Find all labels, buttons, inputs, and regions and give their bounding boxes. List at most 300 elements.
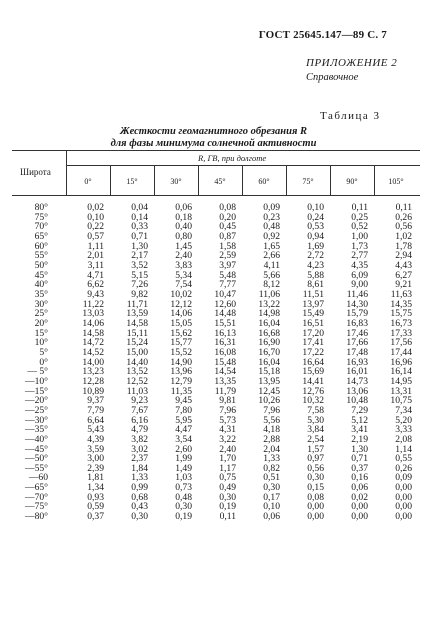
value-cell: 13,06 bbox=[346, 385, 368, 397]
value-cell: 14,06 bbox=[82, 317, 104, 329]
value-cell: 2,01 bbox=[87, 250, 104, 262]
latitude-cell: —15° bbox=[24, 385, 48, 397]
value-cell: 1,69 bbox=[307, 240, 324, 252]
longitude-group-header: R, ГВ, при долготе bbox=[198, 153, 267, 163]
longitude-header: 30° bbox=[170, 177, 182, 186]
value-cell: 16,51 bbox=[302, 317, 324, 329]
value-cell: 16,04 bbox=[258, 356, 280, 368]
value-cell: 14,95 bbox=[390, 375, 412, 387]
value-cell: 0,59 bbox=[87, 501, 104, 513]
value-cell: 1,00 bbox=[351, 230, 368, 242]
value-cell: 11,71 bbox=[126, 298, 148, 310]
value-cell: 0,00 bbox=[307, 511, 324, 523]
value-cell: 0,00 bbox=[351, 511, 368, 523]
value-cell: 16,01 bbox=[346, 366, 368, 378]
value-cell: 12,52 bbox=[126, 375, 148, 387]
value-cell: 1,57 bbox=[307, 443, 324, 455]
value-cell: 12,76 bbox=[302, 385, 324, 397]
value-cell: 4,31 bbox=[219, 424, 236, 436]
value-cell: 16,90 bbox=[258, 337, 280, 349]
value-cell: 0,30 bbox=[263, 482, 280, 494]
value-cell: 0,18 bbox=[175, 211, 192, 223]
longitude-header: 90° bbox=[346, 177, 358, 186]
value-cell: 1,84 bbox=[131, 462, 148, 474]
value-cell: 4,39 bbox=[87, 433, 104, 445]
latitude-cell: —75° bbox=[24, 501, 48, 513]
value-cell: 0,55 bbox=[395, 453, 412, 465]
value-cell: 11,06 bbox=[258, 288, 280, 300]
value-cell: 15,05 bbox=[170, 317, 192, 329]
subheader-rule bbox=[66, 165, 420, 166]
value-cell: 1,45 bbox=[175, 240, 192, 252]
value-cell: 7,58 bbox=[307, 404, 324, 416]
value-cell: 12,28 bbox=[82, 375, 104, 387]
value-cell: 0,08 bbox=[307, 491, 324, 503]
latitude-cell: —70° bbox=[24, 491, 48, 503]
value-cell: 5,66 bbox=[263, 269, 280, 281]
value-cell: 1,78 bbox=[395, 240, 412, 252]
value-cell: 2,66 bbox=[263, 250, 280, 262]
value-cell: 16,08 bbox=[214, 346, 236, 358]
value-cell: 1,49 bbox=[175, 462, 192, 474]
value-cell: 13,03 bbox=[82, 308, 104, 320]
value-cell: 7,96 bbox=[219, 404, 236, 416]
value-cell: 14,54 bbox=[214, 366, 236, 378]
value-cell: 6,09 bbox=[351, 269, 368, 281]
latitude-cell: 80° bbox=[34, 202, 48, 213]
value-cell: 17,56 bbox=[390, 337, 412, 349]
value-cell: 0,37 bbox=[351, 462, 368, 474]
value-cell: 0,82 bbox=[263, 462, 280, 474]
value-cell: 0,11 bbox=[219, 511, 236, 523]
latitude-cell: —50° bbox=[24, 453, 48, 465]
value-cell: 0,00 bbox=[351, 501, 368, 513]
value-cell: 11,03 bbox=[126, 385, 148, 397]
value-cell: 0,16 bbox=[351, 472, 368, 484]
value-cell: 15,69 bbox=[302, 366, 324, 378]
value-cell: 1,14 bbox=[395, 443, 412, 455]
value-cell: 15,62 bbox=[170, 327, 192, 339]
value-cell: 0,19 bbox=[219, 501, 236, 513]
value-cell: 0,43 bbox=[131, 501, 148, 513]
value-cell: 16,13 bbox=[214, 327, 236, 339]
value-cell: 2,19 bbox=[351, 433, 368, 445]
value-cell: 6,64 bbox=[87, 414, 104, 426]
value-cell: 15,48 bbox=[214, 356, 236, 368]
table-label: Таблица 3 bbox=[320, 110, 381, 122]
value-cell: 9,82 bbox=[131, 288, 148, 300]
column-divider bbox=[198, 165, 199, 195]
value-cell: 16,70 bbox=[258, 346, 280, 358]
value-cell: 12,79 bbox=[170, 375, 192, 387]
value-cell: 0,71 bbox=[351, 453, 368, 465]
value-cell: 3,82 bbox=[131, 433, 148, 445]
value-cell: 10,02 bbox=[170, 288, 192, 300]
value-cell: 0,80 bbox=[175, 230, 192, 242]
value-cell: 1,99 bbox=[175, 453, 192, 465]
value-cell: 11,35 bbox=[170, 385, 192, 397]
value-cell: 2,40 bbox=[175, 250, 192, 262]
value-cell: 15,77 bbox=[170, 337, 192, 349]
value-cell: 0,25 bbox=[351, 211, 368, 223]
value-cell: 0,11 bbox=[395, 202, 412, 213]
value-cell: 9,81 bbox=[219, 395, 236, 407]
value-cell: 5,95 bbox=[175, 414, 192, 426]
latitude-cell: 50° bbox=[34, 259, 48, 271]
value-cell: 9,21 bbox=[395, 279, 412, 291]
value-cell: 15,24 bbox=[126, 337, 148, 349]
latitude-cell: —65° bbox=[24, 482, 48, 494]
value-cell: 13,22 bbox=[258, 298, 280, 310]
value-cell: 0,37 bbox=[87, 511, 104, 523]
value-cell: 1,02 bbox=[395, 230, 412, 242]
value-cell: 12,45 bbox=[258, 385, 280, 397]
value-cell: 17,33 bbox=[390, 327, 412, 339]
value-cell: 0,00 bbox=[395, 511, 412, 523]
value-cell: 15,52 bbox=[170, 346, 192, 358]
value-cell: 6,62 bbox=[87, 279, 104, 291]
value-cell: 7,26 bbox=[131, 279, 148, 291]
latitude-cell: 40° bbox=[34, 279, 48, 291]
value-cell: 0,99 bbox=[131, 482, 148, 494]
value-cell: 0,09 bbox=[263, 202, 280, 213]
value-cell: 4,79 bbox=[131, 424, 148, 436]
value-cell: 16,68 bbox=[258, 327, 280, 339]
value-cell: 17,44 bbox=[390, 346, 412, 358]
value-cell: 14,73 bbox=[346, 375, 368, 387]
value-cell: 0,48 bbox=[263, 221, 280, 233]
value-cell: 0,30 bbox=[131, 511, 148, 523]
value-cell: 3,33 bbox=[395, 424, 412, 436]
value-cell: 9,37 bbox=[87, 395, 104, 407]
column-divider bbox=[154, 165, 155, 195]
value-cell: 15,11 bbox=[126, 327, 148, 339]
value-cell: 0,11 bbox=[351, 202, 368, 213]
value-cell: 9,45 bbox=[175, 395, 192, 407]
latitude-cell: —25° bbox=[24, 404, 48, 416]
value-cell: 0,02 bbox=[87, 202, 104, 213]
value-cell: 3,41 bbox=[351, 424, 368, 436]
value-cell: 0,52 bbox=[351, 221, 368, 233]
latitude-cell: —40° bbox=[24, 433, 48, 445]
value-cell: 15,79 bbox=[346, 308, 368, 320]
header-bottom-rule bbox=[12, 195, 420, 196]
value-cell: 0,15 bbox=[307, 482, 324, 494]
value-cell: 7,29 bbox=[351, 404, 368, 416]
value-cell: 2,72 bbox=[307, 250, 324, 262]
value-cell: 0,68 bbox=[131, 491, 148, 503]
value-cell: 6,16 bbox=[131, 414, 148, 426]
value-cell: 10,47 bbox=[214, 288, 236, 300]
value-cell: 17,46 bbox=[346, 327, 368, 339]
value-cell: 16,64 bbox=[302, 356, 324, 368]
value-cell: 2,39 bbox=[87, 462, 104, 474]
value-cell: 0,08 bbox=[219, 202, 236, 213]
latitude-cell: 25° bbox=[34, 308, 48, 320]
value-cell: 2,60 bbox=[175, 443, 192, 455]
value-cell: 0,73 bbox=[175, 482, 192, 494]
value-cell: 3,11 bbox=[87, 259, 104, 271]
value-cell: 10,32 bbox=[302, 395, 324, 407]
value-cell: 0,24 bbox=[307, 211, 324, 223]
value-cell: 13,31 bbox=[390, 385, 412, 397]
value-cell: 14,00 bbox=[82, 356, 104, 368]
latitude-cell: —60 bbox=[28, 472, 48, 484]
value-cell: 5,15 bbox=[131, 269, 148, 281]
value-cell: 10,75 bbox=[390, 395, 412, 407]
value-cell: 15,49 bbox=[302, 308, 324, 320]
value-cell: 1,81 bbox=[87, 472, 104, 484]
value-cell: 13,96 bbox=[170, 366, 192, 378]
latitude-cell: 30° bbox=[34, 298, 48, 310]
value-cell: 0,49 bbox=[219, 482, 236, 494]
value-cell: 13,59 bbox=[126, 308, 148, 320]
longitude-header: 45° bbox=[214, 177, 226, 186]
value-cell: 0,75 bbox=[219, 472, 236, 484]
value-cell: 2,04 bbox=[263, 443, 280, 455]
value-cell: 0,02 bbox=[351, 491, 368, 503]
value-cell: 2,77 bbox=[351, 250, 368, 262]
value-cell: 0,00 bbox=[395, 501, 412, 513]
value-cell: 0,26 bbox=[395, 462, 412, 474]
value-cell: 17,41 bbox=[302, 337, 324, 349]
latitude-cell: — 5° bbox=[27, 366, 48, 378]
value-cell: 16,31 bbox=[214, 337, 236, 349]
latitude-cell: 10° bbox=[34, 337, 48, 349]
value-cell: 7,34 bbox=[395, 404, 412, 416]
value-cell: 0,06 bbox=[175, 202, 192, 213]
value-cell: 3,22 bbox=[219, 433, 236, 445]
latitude-cell: —20° bbox=[24, 395, 48, 407]
value-cell: 13,95 bbox=[258, 375, 280, 387]
table-top-rule bbox=[12, 150, 420, 151]
value-cell: 12,60 bbox=[214, 298, 236, 310]
value-cell: 5,20 bbox=[395, 414, 412, 426]
value-cell: 0,30 bbox=[307, 472, 324, 484]
value-cell: 2,94 bbox=[395, 250, 412, 262]
value-cell: 7,80 bbox=[175, 404, 192, 416]
value-cell: 2,88 bbox=[263, 433, 280, 445]
latitude-cell: —35° bbox=[24, 424, 48, 436]
value-cell: 0,40 bbox=[175, 221, 192, 233]
value-cell: 5,56 bbox=[263, 414, 280, 426]
value-cell: 1,58 bbox=[219, 240, 236, 252]
value-cell: 0,17 bbox=[263, 491, 280, 503]
value-cell: 16,04 bbox=[258, 317, 280, 329]
value-cell: 0,06 bbox=[351, 482, 368, 494]
value-cell: 8,61 bbox=[307, 279, 324, 291]
value-cell: 3,02 bbox=[131, 443, 148, 455]
value-cell: 2,17 bbox=[131, 250, 148, 262]
value-cell: 2,37 bbox=[131, 453, 148, 465]
longitude-header: 60° bbox=[258, 177, 270, 186]
value-cell: 0,53 bbox=[307, 221, 324, 233]
value-cell: 10,26 bbox=[258, 395, 280, 407]
value-cell: 10,48 bbox=[346, 395, 368, 407]
value-cell: 11,46 bbox=[346, 288, 368, 300]
value-cell: 5,30 bbox=[307, 414, 324, 426]
value-cell: 0,06 bbox=[263, 511, 280, 523]
value-cell: 0,23 bbox=[263, 211, 280, 223]
value-cell: 0,30 bbox=[175, 501, 192, 513]
value-cell: 0,20 bbox=[219, 211, 236, 223]
latitude-cell: 15° bbox=[34, 327, 48, 339]
latitude-cell: 20° bbox=[34, 317, 48, 329]
value-cell: 1,73 bbox=[351, 240, 368, 252]
value-cell: 14,41 bbox=[302, 375, 324, 387]
latitude-cell: 5° bbox=[39, 346, 48, 358]
column-divider bbox=[286, 165, 287, 195]
latitude-cell: 55° bbox=[34, 250, 48, 262]
value-cell: 11,51 bbox=[302, 288, 324, 300]
value-cell: 0,22 bbox=[87, 221, 104, 233]
latitude-cell: 0° bbox=[39, 356, 48, 368]
value-cell: 3,84 bbox=[307, 424, 324, 436]
value-cell: 0,14 bbox=[131, 211, 148, 223]
value-cell: 0,10 bbox=[307, 202, 324, 213]
value-cell: 9,43 bbox=[87, 288, 104, 300]
value-cell: 3,83 bbox=[175, 259, 192, 271]
value-cell: 14,35 bbox=[390, 298, 412, 310]
value-cell: 0,26 bbox=[395, 211, 412, 223]
value-cell: 1,33 bbox=[263, 453, 280, 465]
value-cell: 16,96 bbox=[390, 356, 412, 368]
value-cell: 0,00 bbox=[395, 482, 412, 494]
value-cell: 0,71 bbox=[131, 230, 148, 242]
value-cell: 1,17 bbox=[219, 462, 236, 474]
latitude-cell: 70° bbox=[34, 221, 48, 233]
value-cell: 8,12 bbox=[263, 279, 280, 291]
value-cell: 2,54 bbox=[307, 433, 324, 445]
latitude-cell: 60° bbox=[34, 240, 48, 252]
latitude-cell: —55° bbox=[24, 462, 48, 474]
value-cell: 4,23 bbox=[307, 259, 324, 271]
column-divider bbox=[242, 165, 243, 195]
value-cell: 4,47 bbox=[175, 424, 192, 436]
value-cell: 14,48 bbox=[214, 308, 236, 320]
value-cell: 17,48 bbox=[346, 346, 368, 358]
value-cell: 2,40 bbox=[219, 443, 236, 455]
value-cell: 13,97 bbox=[302, 298, 324, 310]
value-cell: 13,52 bbox=[126, 366, 148, 378]
longitude-header: 105° bbox=[388, 177, 404, 186]
value-cell: 4,11 bbox=[263, 259, 280, 271]
longitude-header: 0° bbox=[84, 177, 92, 186]
value-cell: 4,43 bbox=[395, 259, 412, 271]
value-cell: 4,35 bbox=[351, 259, 368, 271]
value-cell: 5,73 bbox=[219, 414, 236, 426]
value-cell: 3,54 bbox=[175, 433, 192, 445]
appendix-title: ПРИЛОЖЕНИЕ 2 bbox=[306, 57, 398, 69]
value-cell: 5,88 bbox=[307, 269, 324, 281]
value-cell: 16,83 bbox=[346, 317, 368, 329]
value-cell: 14,52 bbox=[82, 346, 104, 358]
document-header: ГОСТ 25645.147—89 С. 7 bbox=[258, 29, 387, 41]
column-divider bbox=[330, 165, 331, 195]
value-cell: 0,10 bbox=[87, 211, 104, 223]
value-cell: 4,71 bbox=[87, 269, 104, 281]
latitude-cell: 75° bbox=[34, 211, 48, 223]
value-cell: 7,79 bbox=[87, 404, 104, 416]
value-cell: 3,00 bbox=[87, 453, 104, 465]
value-cell: 0,09 bbox=[395, 472, 412, 484]
value-cell: 15,75 bbox=[390, 308, 412, 320]
value-cell: 0,57 bbox=[87, 230, 104, 242]
value-cell: 14,06 bbox=[170, 308, 192, 320]
value-cell: 14,98 bbox=[258, 308, 280, 320]
value-cell: 17,66 bbox=[346, 337, 368, 349]
value-cell: 0,97 bbox=[307, 453, 324, 465]
latitude-cell: —10° bbox=[24, 375, 48, 387]
value-cell: 12,12 bbox=[170, 298, 192, 310]
latitude-cell: —45° bbox=[24, 443, 48, 455]
value-cell: 14,72 bbox=[82, 337, 104, 349]
value-cell: 5,43 bbox=[87, 424, 104, 436]
value-cell: 5,12 bbox=[351, 414, 368, 426]
value-cell: 4,18 bbox=[263, 424, 280, 436]
latitude-cell: —80° bbox=[24, 511, 48, 523]
latitude-column-header: Широта bbox=[20, 167, 51, 177]
value-cell: 1,70 bbox=[219, 453, 236, 465]
value-cell: 14,58 bbox=[126, 317, 148, 329]
longitude-header: 75° bbox=[302, 177, 314, 186]
value-cell: 5,48 bbox=[219, 269, 236, 281]
value-cell: 11,63 bbox=[390, 288, 412, 300]
value-cell: 10,89 bbox=[82, 385, 104, 397]
value-cell: 2,59 bbox=[219, 250, 236, 262]
value-cell: 11,22 bbox=[82, 298, 104, 310]
column-divider bbox=[374, 165, 375, 195]
table-title-line1: Жесткости геомагнитного обрезания R bbox=[119, 126, 307, 137]
value-cell: 1,30 bbox=[131, 240, 148, 252]
value-cell: 0,30 bbox=[219, 491, 236, 503]
value-cell: 13,23 bbox=[82, 366, 104, 378]
value-cell: 17,22 bbox=[302, 346, 324, 358]
value-cell: 7,67 bbox=[131, 404, 148, 416]
longitude-header: 15° bbox=[126, 177, 138, 186]
value-cell: 14,40 bbox=[126, 356, 148, 368]
value-cell: 0,48 bbox=[175, 491, 192, 503]
value-cell: 0,93 bbox=[87, 491, 104, 503]
value-cell: 16,93 bbox=[346, 356, 368, 368]
value-cell: 0,56 bbox=[307, 462, 324, 474]
value-cell: 1,34 bbox=[87, 482, 104, 494]
value-cell: 14,90 bbox=[170, 356, 192, 368]
value-cell: 9,23 bbox=[131, 395, 148, 407]
value-cell: 0,00 bbox=[395, 491, 412, 503]
value-cell: 16,73 bbox=[390, 317, 412, 329]
column-divider bbox=[110, 165, 111, 195]
value-cell: 7,96 bbox=[263, 404, 280, 416]
lat-column-divider bbox=[66, 150, 67, 195]
value-cell: 15,00 bbox=[126, 346, 148, 358]
value-cell: 2,08 bbox=[395, 433, 412, 445]
value-cell: 9,00 bbox=[351, 279, 368, 291]
value-cell: 13,35 bbox=[214, 375, 236, 387]
value-cell: 7,54 bbox=[175, 279, 192, 291]
value-cell: 1,30 bbox=[351, 443, 368, 455]
value-cell: 0,94 bbox=[307, 230, 324, 242]
value-cell: 6,27 bbox=[395, 269, 412, 281]
value-cell: 16,14 bbox=[390, 366, 412, 378]
value-cell: 14,30 bbox=[346, 298, 368, 310]
value-cell: 0,51 bbox=[263, 472, 280, 484]
value-cell: 0,92 bbox=[263, 230, 280, 242]
value-cell: 0,19 bbox=[175, 511, 192, 523]
value-cell: 15,51 bbox=[214, 317, 236, 329]
value-cell: 11,79 bbox=[214, 385, 236, 397]
value-cell: 7,77 bbox=[219, 279, 236, 291]
